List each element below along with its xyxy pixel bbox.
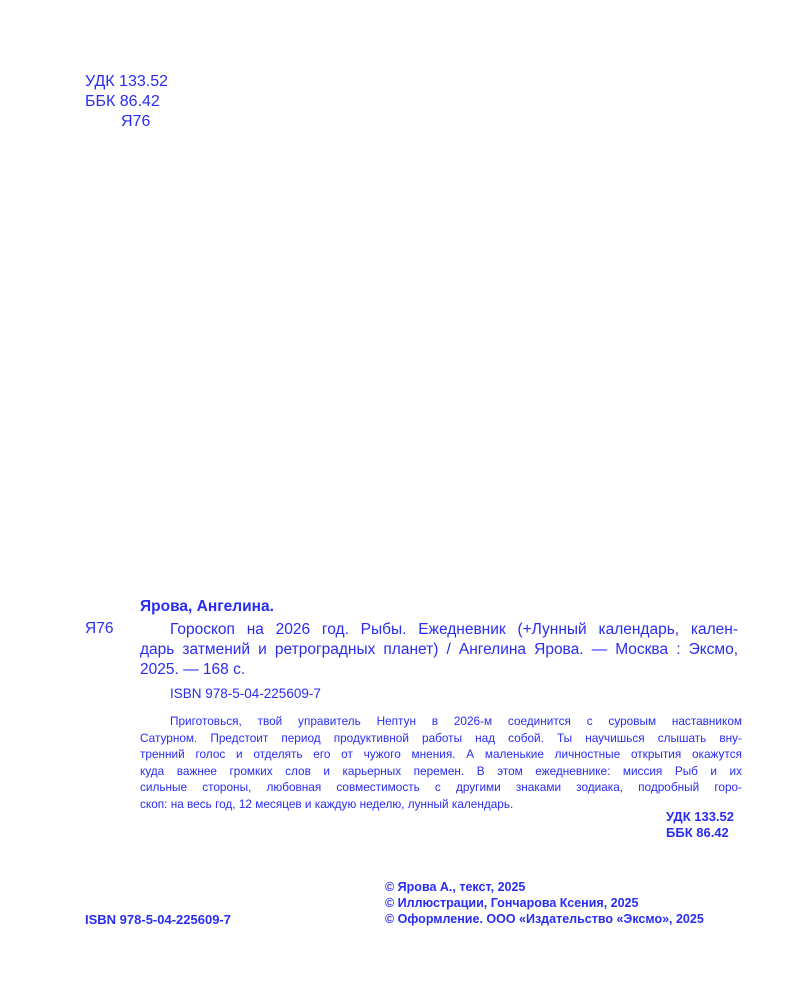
udk-code-top: УДК 133.52 <box>85 73 168 90</box>
annotation-line: Приготовься, твой управитель Нептун в 2026-м соединится с суровым наставником <box>170 714 742 728</box>
author-sign-left: Я76 <box>85 620 114 637</box>
author-heading: Ярова, Ангелина. <box>140 598 274 615</box>
bbk-code-bottom: ББК 86.42 <box>666 825 729 840</box>
annotation-line: тренний голос и отделять его от чужого мнения. А маленькие личностные открытия окажутся <box>140 747 742 761</box>
annotation-line: скоп: на весь год, 12 месяцев и каждую неделю, лунный календарь. <box>140 796 514 811</box>
annotation-line: Сатурном. Предстоит период продуктивной работы над собой. Ты научишься слышать вну- <box>140 730 742 745</box>
author-sign-top: Я76 <box>121 113 151 130</box>
isbn-bottom: ISBN 978-5-04-225609-7 <box>85 912 231 927</box>
bibliographic-description-line: Гороскоп на 2026 год. Рыбы. Ежедневник (+Лунный календарь, кален- <box>170 621 738 638</box>
copyright-line: © Ярова А., текст, 2025 <box>385 880 526 894</box>
bibliographic-description-line: дарь затмений и ретроградных планет) / Ангелина Ярова. — Москва : Эксмо, <box>140 641 738 658</box>
copyright-line: © Оформление. ООО «Издательство «Эксмо», 2025 <box>385 912 704 926</box>
annotation-line: куда важнее громких слов и карьерных перемен. В этом ежедневнике: миссия Рыб и их <box>140 763 742 778</box>
copyright-line: © Иллюстрации, Гончарова Ксения, 2025 <box>385 896 639 910</box>
bbk-code-top: ББК 86.42 <box>85 93 160 110</box>
udk-code-bottom: УДК 133.52 <box>666 809 734 824</box>
bibliographic-description-line: 2025. — 168 с. <box>140 661 246 678</box>
annotation-line: сильные стороны, любовная совместимость с другими знаками зодиака, подробный горо- <box>140 780 742 794</box>
isbn-record: ISBN 978-5-04-225609-7 <box>170 686 321 701</box>
